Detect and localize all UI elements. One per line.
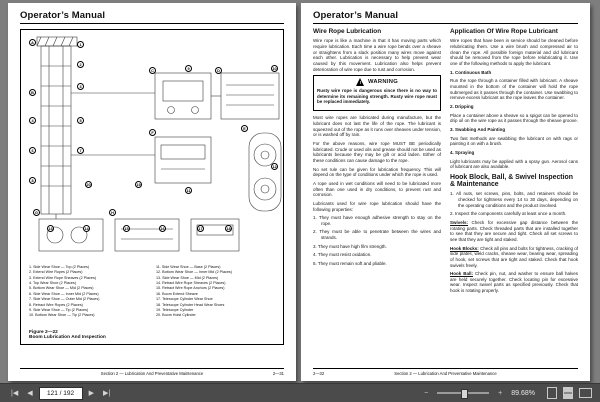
page-left xyxy=(8,3,296,381)
legend-item: 12. Bottom Wear Shoe — Inner Mid (2 Places) xyxy=(156,270,232,275)
zoom-in-button[interactable]: + xyxy=(495,388,505,399)
warning-header xyxy=(317,78,437,86)
method-title: 3. Swabbing And Painting xyxy=(450,126,506,132)
footer-page-number: 2—32 xyxy=(313,371,325,376)
method-block xyxy=(450,127,578,147)
method-body: Run the rope through a container filled with lubricant. A sheave mounted in the bottom of the container will hold the rope submerged as it passes through the container. Use swabbing to remove excess lubricant as the rope leaves the container. xyxy=(450,78,578,101)
footer-section-text: Section 2 — Lubrication And Preventative Maintenance xyxy=(394,371,497,376)
legend-item: 9. Side Wear Shoe — Tip (2 Places) xyxy=(29,307,89,312)
figure-frame xyxy=(20,29,284,345)
hook-blocks-label: Hook Blocks: xyxy=(450,245,479,251)
hook-blocks-paragraph xyxy=(450,246,578,269)
right-page-columns xyxy=(313,28,578,358)
legend-item: 8. Retract Wire Ropes (2 Places) xyxy=(29,302,83,307)
method-block xyxy=(450,104,578,124)
previous-page-button[interactable]: ◀ xyxy=(24,388,35,399)
legend-item: 13. Side Wear Shoe — Mid (2 Places) xyxy=(156,275,219,280)
diagram-callout: 7 xyxy=(77,147,84,154)
method-block xyxy=(450,150,578,170)
diagram-callout: 18 xyxy=(226,227,231,231)
diagram-callout: 1 xyxy=(77,41,84,48)
hook-blocks-text: Check all pins and bolts for tightness, cracking of side plates, weld cracks, sheave wear, bearing wear, spreading of hook, set screws that are tight and staked. Check that hook swivels freely. xyxy=(450,245,578,268)
zoom-slider-thumb[interactable] xyxy=(461,389,468,399)
hook-ball-text: Check pin, nut, and washer to ensure ball halves are held securely together. Check locating pin for excessive wear. Inspect swivel parts as specified previously. Check that hook is rotating properly. xyxy=(450,271,578,294)
legend-item: 20. Boom Hoist Cylinder xyxy=(156,313,196,318)
left-page-title: Operator’s Manual xyxy=(20,10,106,21)
figure-title: Boom Lubrication And Inspection xyxy=(29,335,106,340)
right-page-header xyxy=(313,10,578,24)
properties-list xyxy=(313,215,441,267)
legend-column-2 xyxy=(156,265,275,319)
diagram-callout: 10 xyxy=(272,67,277,71)
section-heading-application-of-lubricant: Application Of Wire Rope Lubricant xyxy=(450,28,558,35)
diagram-callout: 5 xyxy=(77,117,84,124)
method-body: Place a container above a sheave so a spigot can be opened to drip oil on the wire rope as it passes through the sheave groove. xyxy=(450,112,578,124)
paragraph: Wire rope is like a machine in that it has moving parts which require lubrication. Each time a wire rope bends over a sheave or straightens from a slack position many wires move against each other. Lubrication is necessary to help prevent wear caused by this movement. Lubrication also helps prevent deterioration of wire rope due to rust and corrosion. xyxy=(313,38,441,72)
boom-diagram xyxy=(25,33,287,261)
list-item: 2. Inspect the components carefully at least once a month. xyxy=(450,211,567,217)
list-item: 5. They must remain soft and pliable. xyxy=(313,261,387,267)
diagram-callout: 13 xyxy=(48,227,53,231)
first-page-button[interactable]: |◀ xyxy=(8,388,21,399)
last-page-button[interactable]: ▶| xyxy=(100,388,113,399)
legend-item: 4. Top Wear Shoe (2 Places) xyxy=(29,281,77,286)
warning-text: Rusty wire rope is dangerous since there is no way to determine its remaining strength. Rusty wire rope must be replaced immediately. xyxy=(317,87,437,105)
swivels-text: Check for excessive gap distance between the rotating parts. Check threaded parts that are installed together to see that they are secure and tight. Check all set screws to see that they are tight and staked. xyxy=(450,219,578,242)
footer-section-text: Section 2 — Lubrication And Preventative Maintenance xyxy=(100,371,204,376)
diagram-callout: 8 xyxy=(29,177,36,184)
method-body: Two fast methods are swabbing the lubricant on with rags or painting it on with a brush. xyxy=(450,135,578,147)
diagram-callout: 15 xyxy=(124,227,129,231)
page-right xyxy=(301,3,590,381)
warning-triangle-icon: ! xyxy=(356,78,365,86)
next-page-button[interactable]: ▶ xyxy=(86,388,97,399)
method-title: 1. Continuous Bath xyxy=(450,69,492,75)
hook-ball-label: Hook Ball: xyxy=(450,271,473,277)
diagram-callout: 2 xyxy=(77,61,84,68)
legend-item: 1. Side Wear Shoe — Top (2 Places) xyxy=(29,265,90,269)
zoom-percentage: 89.68% xyxy=(511,389,535,397)
warning-title: WARNING xyxy=(367,78,399,85)
diagram-callout: D xyxy=(215,67,222,74)
legend-item: 14. Retract Wire Rope Sheaves (2 Places) xyxy=(156,281,226,286)
diagram-callout: 3 xyxy=(77,83,84,90)
diagram-callout: 11 xyxy=(186,189,191,193)
legend-item: 2. Extend Wire Ropes (2 Places) xyxy=(29,270,83,275)
continuous-view-icon[interactable] xyxy=(563,387,573,399)
legend-item: 17. Telescope Cylinder Wear Shoe xyxy=(156,297,213,302)
right-page-title: Operator’s Manual xyxy=(313,10,399,21)
diagram-callout: 12 xyxy=(272,165,277,169)
diagram-callout: 14 xyxy=(84,227,89,231)
swivels-paragraph xyxy=(450,220,578,243)
text-column-2 xyxy=(450,28,578,358)
hook-ball-paragraph xyxy=(450,271,578,294)
paragraph: Most wire ropes are lubricated during manufacture, but the lubricant does not last the life of the rope. The lubricant is squeezed out of the rope as it runs over sheaves under tension, or is washed off by rain. xyxy=(313,115,441,138)
legend-item: 6. Side Wear Shoe — Inner Mid (2 Places) xyxy=(29,291,99,296)
legend-item: 19. Telescope Cylinder xyxy=(156,307,194,312)
diagram-callout: B xyxy=(29,89,36,96)
legend-item: 16. Boom Extend Sheave xyxy=(156,291,198,296)
diagram-callout: 6 xyxy=(29,147,36,154)
diagram-callout: 19 xyxy=(136,183,141,187)
zoom-out-button[interactable]: − xyxy=(421,388,431,399)
text-column-1 xyxy=(313,28,441,358)
diagram-callout: 20 xyxy=(86,183,91,187)
diagram-callout: F xyxy=(149,129,156,136)
lubrication-methods-list xyxy=(450,70,578,170)
diagram-callout: 4 xyxy=(29,117,36,124)
paragraph: For the above reasons, wire rope MUST BE periodically lubricated. Crude or used oils and grease should not be used as lubricants because they may be gilt or acid laden. Either of these conditions can cause damage to the rope. xyxy=(313,140,441,163)
hook-inspection-list xyxy=(450,191,578,217)
diagram-callout: A xyxy=(29,39,36,46)
method-block xyxy=(450,70,578,101)
method-title: 4. Spraying xyxy=(450,149,475,155)
section-heading-wire-rope-lubrication: Wire Rope Lubrication xyxy=(313,28,382,35)
diagram-callout: E xyxy=(241,125,248,132)
zoom-slider[interactable] xyxy=(437,392,489,394)
list-item: 4. They must resist oxidation. xyxy=(313,252,372,258)
section-heading-hook-block: Hook Block, Ball, & Swivel Inspection & Maintenance xyxy=(450,173,573,189)
fit-width-view-icon[interactable] xyxy=(579,388,592,398)
paragraph: A rope used in wet conditions will need to be lubricated more often than one used in dry conditions, to prevent rust and corrosion. xyxy=(313,180,441,198)
footer-page-number: 2—31 xyxy=(272,371,284,376)
legend-item: 5. Bottom Wear Shoe — Mid (2 Places) xyxy=(29,286,94,291)
swivels-label: Swivels: xyxy=(450,219,469,225)
method-body: Light lubricants may be applied with a spray gun. Aerosol cans of lubricant are also available. xyxy=(450,158,578,170)
list-item: 3. They must have high film strength. xyxy=(313,243,387,249)
diagram-callout: 17 xyxy=(198,227,203,231)
legend-item: 18. Telescope Cylinder Head Wear Shoes xyxy=(156,302,225,307)
list-item: 1. They must have enough adhesive strength to stay on the rope. xyxy=(313,215,441,226)
legend-column-1 xyxy=(29,265,148,319)
warning-box xyxy=(313,75,441,111)
figure-number: Figure 2—22 xyxy=(29,330,58,335)
left-page-header xyxy=(20,10,284,24)
page-number-input[interactable] xyxy=(39,387,83,400)
diagram-callout: 16 xyxy=(160,227,165,231)
diagram-callout: C xyxy=(149,67,156,74)
right-page-footer xyxy=(313,368,578,376)
legend-item: 15. Retract Wire Rope Anchors (2 Places) xyxy=(156,286,225,291)
diagram-callout: 9 xyxy=(185,65,192,72)
left-page-footer xyxy=(20,368,284,376)
paragraph: Wire ropes that have been in service should be cleaned before relubricating them. Use a wire brush and compressed air to clean the rope. All possible foreign material and old lubricant should be removed from the rope before relubricating it. Use one of the following methods to apply the lubricant. xyxy=(450,38,578,67)
paragraph: No set rule can be given for lubrication frequency. This will depend on the type of conditions under which the rope is used. xyxy=(313,166,441,178)
figure-caption xyxy=(25,328,279,341)
legend-item: 10. Bottom Wear Shoe — Tip (2 Places) xyxy=(29,313,95,318)
boom-diagram-artwork xyxy=(25,33,287,261)
list-item: 2. They must be able to penetrate between the wires and strands. xyxy=(313,229,441,241)
legend-item: 11. Side Wear Shoe — Base (2 Places) xyxy=(156,265,221,269)
legend-item: 7. Side Wear Shoe — Outer Mid (2 Places) xyxy=(29,297,100,302)
list-intro: Lubricants used for wire rope lubrication should have the following properties: xyxy=(313,200,441,212)
viewer-bottom-toolbar xyxy=(0,383,600,402)
list-item: 1. All nuts, set screws, pins, bolts, and retainers should be checked for tightness every 14 to 30 days, depending on the operating conditions and the product involved. xyxy=(450,191,578,208)
method-title: 2. Dripping xyxy=(450,103,474,109)
diagram-callout: G xyxy=(33,209,40,216)
figure-legend xyxy=(25,265,279,319)
single-page-view-icon[interactable] xyxy=(547,387,557,399)
legend-item: 3. Extend Wire Rope Sheaves (2 Places) xyxy=(29,275,97,280)
diagram-callout: H xyxy=(109,209,116,216)
